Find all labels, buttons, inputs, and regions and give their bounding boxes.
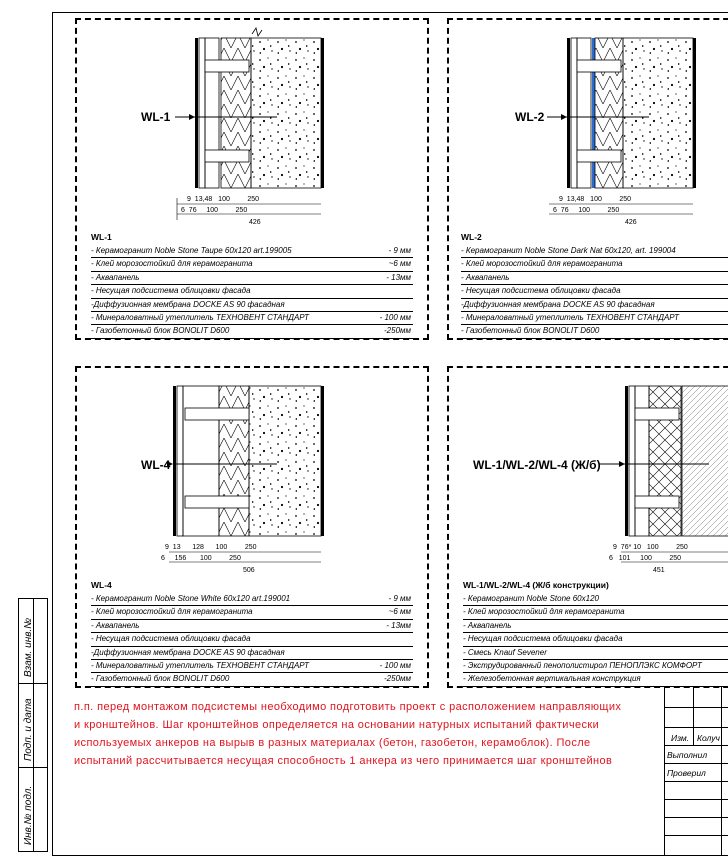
panel-wl-concrete xyxy=(447,366,728,688)
dim-mid-wl2: 6 76 100 250 xyxy=(553,207,620,214)
spec-row: - Керамогранит Noble Stone White 60x120 art.199001 - 9 мм xyxy=(91,593,413,606)
spec-row: - Несущая подсистема облицовки фасада xyxy=(463,633,728,646)
spec-wl2 xyxy=(461,232,728,339)
dim-total-wl2: 426 xyxy=(625,219,637,226)
panel-wl1 xyxy=(75,18,429,340)
panel-wl4 xyxy=(75,366,429,688)
spec-row: -Диффузионная мембрана DOCKE AS 90 фасадная xyxy=(91,299,413,312)
spec-row: - Аквапанель xyxy=(461,272,728,285)
spec-row: - Железобетонная вертикальная конструкция xyxy=(463,673,728,686)
dim-top-concrete: 9 76* 10 100 250 xyxy=(613,544,688,551)
installation-note xyxy=(74,698,674,770)
tag-wl2: WL-2 xyxy=(515,110,545,124)
title-block xyxy=(664,686,728,855)
section-drawing-wl1 xyxy=(77,20,427,220)
stamp-column xyxy=(18,598,48,852)
dim-mid-concrete: 6 101 100 250 xyxy=(609,555,682,562)
spec-row: - Газобетонный блок BONOLIT D600 xyxy=(461,325,728,338)
spec-row: -Диффузионная мембрана DOCKE AS 90 фасадная xyxy=(91,647,413,660)
note-line: испытаний рассчитывается несущая способность 1 анкера из чего принимается шаг кронштейнов xyxy=(74,755,613,767)
tb-proveril-label: Проверил xyxy=(667,768,706,778)
dim-top-wl4: 9 13 128 100 250 xyxy=(165,544,257,551)
dim-total-wl1: 426 xyxy=(249,219,261,226)
tag-wl1: WL-1 xyxy=(141,110,171,124)
spec-wl4 xyxy=(91,580,413,687)
tag-wl-concrete: WL-1/WL-2/WL-4 (Ж/б) xyxy=(473,458,601,472)
spec-row: - Газобетонный блок BONOLIT D600 -250мм xyxy=(91,673,413,686)
stamp-inv-label: Инв.№ подл. xyxy=(23,785,34,845)
tag-wl4: WL-4 xyxy=(141,458,171,472)
section-drawing-wl4 xyxy=(77,368,427,568)
dim-top-wl1: 9 13,48 100 250 xyxy=(187,196,260,203)
spec-row: - Клей морозостойкий для керамогранита xyxy=(461,258,728,271)
note-line: п.п. перед монтажом подсистемы необходимо подготовить проект с расположением направляющих xyxy=(74,701,622,713)
dim-mid-wl1: 6 76 100 250 xyxy=(181,207,248,214)
spec-row: - Аквапанель - 13мм xyxy=(91,620,413,633)
dim-mid-wl4: 6 156 100 250 xyxy=(161,555,241,562)
spec-row: - Несущая подсистема облицовки фасада xyxy=(91,633,413,646)
note-line: используемых анкеров на вырыв в разных материалах (бетон, газобетон, керамоблок). После xyxy=(74,737,591,749)
spec-row: -Диффузионная мембрана DOCKE AS 90 фасадная xyxy=(461,299,728,312)
spec-row: - Несущая подсистема облицовки фасада xyxy=(91,285,413,298)
spec-row: - Минераловатный утеплитель ТЕХНОВЕНТ СТАНДАРТ xyxy=(461,312,728,325)
dim-total-concrete: 451 xyxy=(653,567,665,574)
spec-row: - Минераловатный утеплитель ТЕХНОВЕНТ СТАНДАРТ - 100 мм xyxy=(91,660,413,673)
section-drawing-wl2 xyxy=(449,20,728,220)
spec-row: - Клей морозостойкий для керамогранита ~6 мм xyxy=(91,606,413,619)
spec-wl-concrete xyxy=(463,580,728,687)
spec-title-concrete: WL-1/WL-2/WL-4 (Ж/б конструкции) xyxy=(463,580,609,590)
tb-vypolnil-label: Выполнил xyxy=(667,750,708,760)
spec-title-wl1: WL-1 xyxy=(91,232,112,242)
spec-title-wl4: WL-4 xyxy=(91,580,112,590)
spec-row: - Аквапанель xyxy=(463,620,728,633)
spec-row: - Несущая подсистема облицовки фасада xyxy=(461,285,728,298)
spec-wl1 xyxy=(91,232,413,339)
tb-kol-label: Колуч xyxy=(697,733,720,743)
dim-top-wl2: 9 13,48 100 250 xyxy=(559,196,632,203)
spec-row: - Клей морозостойкий для керамогранита xyxy=(463,606,728,619)
stamp-vzam-label: Взам. инв.№ xyxy=(23,617,34,677)
dim-total-wl4: 506 xyxy=(243,567,255,574)
stamp-podp-label: Подп. и дата xyxy=(23,698,34,761)
note-line: и кронштейнов. Шаг кронштейнов определяется на основании натурных испытаний фактически xyxy=(74,719,600,731)
spec-row: - Минераловатный утеплитель ТЕХНОВЕНТ СТАНДАРТ - 100 мм xyxy=(91,312,413,325)
spec-row: - Керамогранит Noble Stone Taupe 60x120 art.199005 - 9 мм xyxy=(91,245,413,258)
spec-title-wl2: WL-2 xyxy=(461,232,482,242)
spec-row: - Газобетонный блок BONOLIT D600 -250мм xyxy=(91,325,413,338)
spec-row: - Керамогранит Noble Stone 60x120 xyxy=(463,593,728,606)
spec-row: - Керамогранит Noble Stone Dark Nat 60x120, art. 199004 xyxy=(461,245,728,258)
spec-row: - Клей морозостойкий для керамогранита ~6 мм xyxy=(91,258,413,271)
tb-izm-label: Изм. xyxy=(671,733,690,743)
spec-row: - Экструдированный пенополистирол ПЕНОПЛЭКС КОМФОРТ xyxy=(463,660,728,673)
panel-wl2 xyxy=(447,18,728,340)
spec-row: - Смесь Knauf Sevener xyxy=(463,647,728,660)
spec-row: - Аквапанель - 13мм xyxy=(91,272,413,285)
